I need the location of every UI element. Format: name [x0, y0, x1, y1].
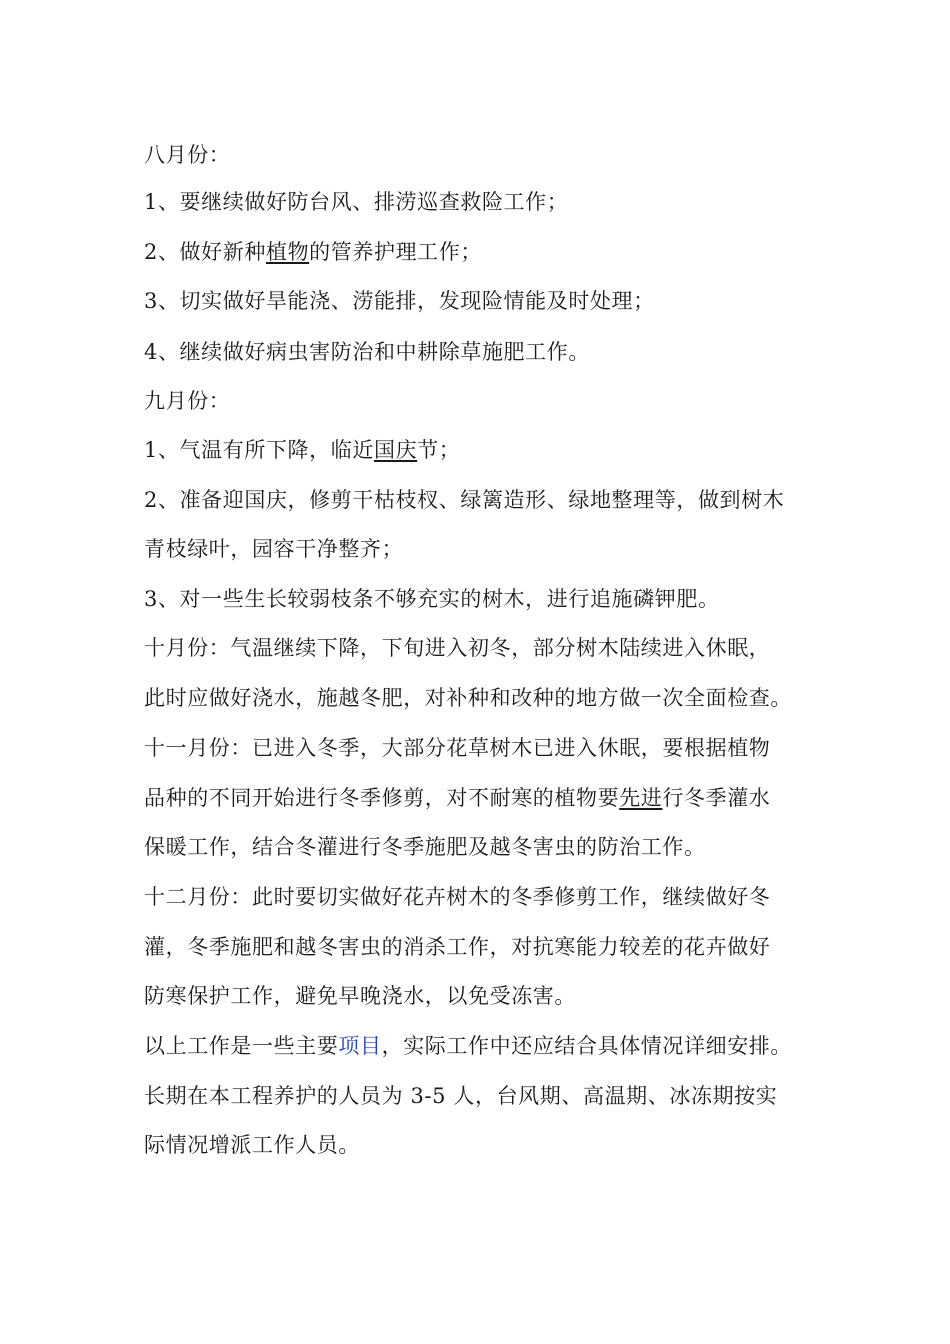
summary-line: [144, 1033, 792, 1059]
september-item-2-cont: 青枝绿叶，园容干净整齐；: [144, 537, 404, 561]
underlined-term-advance: 先进: [619, 786, 663, 810]
december-paragraph-cont: 灌，冬季施肥和越冬害虫的消杀工作，对抗寒能力较差的花卉做好: [144, 935, 771, 959]
august-item-3: 3、切实做好旱能浇、涝能排，发现险情能及时处理；: [144, 289, 655, 313]
text-segment: 1、气温有所下降，临近: [144, 438, 374, 462]
text-segment: ，实际工作中还应结合具体情况详细安排。: [381, 1034, 793, 1058]
november-paragraph-end: 保暖工作，结合冬灌进行冬季施肥及越冬害虫的防治工作。: [144, 835, 706, 859]
december-paragraph: 十二月份：此时要切实做好花卉树木的冬季修剪工作，继续做好冬: [144, 885, 771, 909]
project-link[interactable]: 项目: [338, 1034, 382, 1058]
october-paragraph-cont: 此时应做好浇水，施越冬肥，对补种和改种的地方做一次全面检查。: [144, 686, 792, 710]
underlined-term-plants: 植物: [265, 240, 310, 264]
august-item-4: 4、继续做好病虫害防治和中耕除草施肥工作。: [144, 340, 590, 364]
august-item-2: [144, 239, 482, 265]
november-paragraph-cont: [144, 785, 770, 811]
staffing-line: 长期在本工程养护的人员为 3-5 人，台风期、高温期、冰冻期按实: [144, 1084, 778, 1108]
text-segment: 行冬季灌水: [662, 786, 771, 810]
text-segment: 2、做好新种: [144, 240, 266, 264]
underlined-term-national-day: 国庆: [373, 438, 418, 462]
september-item-2: 2、准备迎国庆，修剪干枯枝杈、绿篱造形、绿地整理等，做到树木: [144, 488, 785, 512]
text-segment: 节；: [417, 438, 461, 462]
august-item-1: 1、要继续做好防台风、排涝巡查救险工作；: [144, 190, 569, 214]
heading-august: 八月份：: [144, 143, 231, 167]
december-paragraph-end: 防寒保护工作，避免早晚浇水，以免受冻害。: [144, 984, 576, 1008]
heading-september: 九月份：: [144, 389, 231, 413]
september-item-3: 3、对一些生长较弱枝条不够充实的树木，进行追施磷钾肥。: [144, 587, 720, 611]
text-segment: 品种的不同开始进行冬季修剪，对不耐寒的植物要: [144, 786, 620, 810]
staffing-line-cont: 际情况增派工作人员。: [144, 1133, 360, 1157]
september-item-1: [144, 437, 460, 463]
text-segment: 以上工作是一些主要: [144, 1034, 339, 1058]
text-segment: 的管养护理工作；: [309, 240, 482, 264]
november-paragraph: 十一月份：已进入冬季，大部分花草树木已进入休眠，要根据植物: [144, 736, 771, 760]
october-paragraph: 十月份：气温继续下降，下旬进入初冬，部分树木陆续进入休眠，: [144, 636, 771, 660]
